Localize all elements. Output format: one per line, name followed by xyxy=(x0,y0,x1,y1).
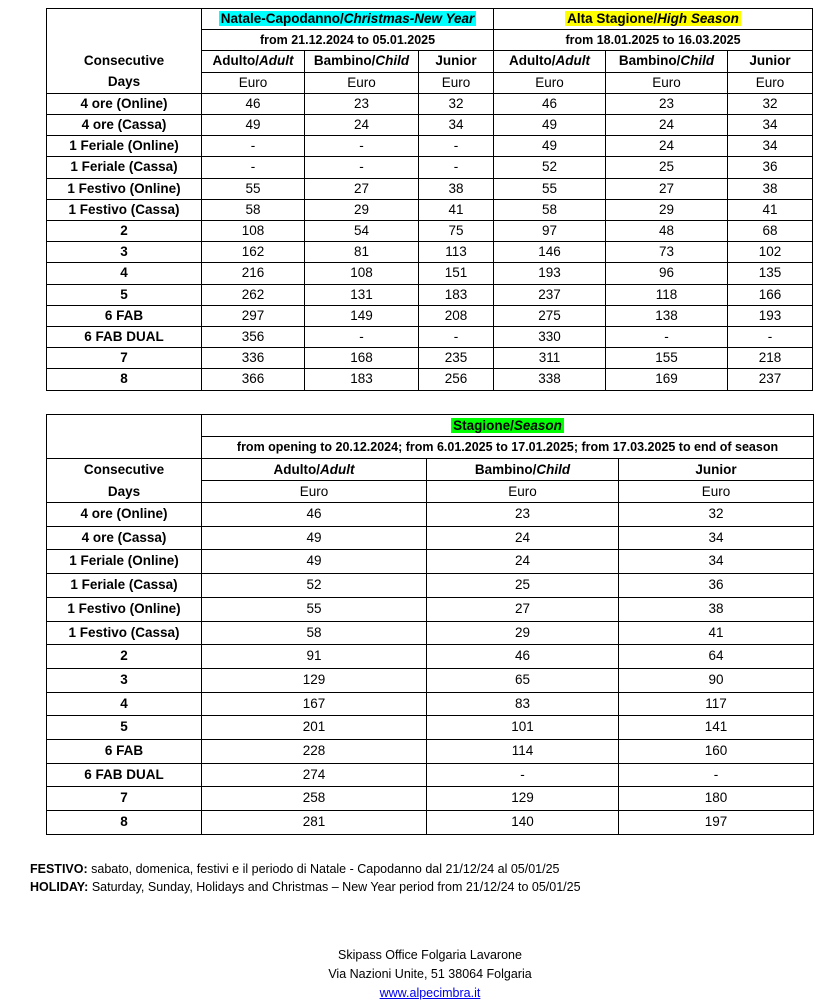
price-cell: 183 xyxy=(305,369,419,390)
table1-body xyxy=(47,93,813,390)
row-header-line1: Consecutive xyxy=(47,459,202,481)
price-cell: 25 xyxy=(606,157,728,178)
price-cell: - xyxy=(305,157,419,178)
price-cell: 218 xyxy=(728,348,813,369)
price-cell: 48 xyxy=(606,221,728,242)
price-cell: 183 xyxy=(419,284,494,305)
column-header-child: Bambino/Child xyxy=(606,51,728,72)
price-cell: 108 xyxy=(305,263,419,284)
row-label: 2 xyxy=(47,645,202,669)
column-header-adult: Adulto/Adult xyxy=(494,51,606,72)
price-cell: 46 xyxy=(494,93,606,114)
price-cell: - xyxy=(419,136,494,157)
price-cell: 97 xyxy=(494,221,606,242)
row-label: 5 xyxy=(47,716,202,740)
table-row xyxy=(47,305,813,326)
price-cell: 235 xyxy=(419,348,494,369)
price-cell: 151 xyxy=(419,263,494,284)
price-cell: 49 xyxy=(202,550,427,574)
price-cell: 32 xyxy=(419,93,494,114)
price-cell: - xyxy=(419,327,494,348)
row-label: 4 xyxy=(47,263,202,284)
price-cell: - xyxy=(728,327,813,348)
row-label: 1 Festivo (Cassa) xyxy=(47,199,202,220)
price-cell: 52 xyxy=(202,574,427,598)
price-cell: - xyxy=(606,327,728,348)
price-cell: 197 xyxy=(619,811,814,835)
row-label: 2 xyxy=(47,221,202,242)
price-cell: 160 xyxy=(619,740,814,764)
price-cell: 166 xyxy=(728,284,813,305)
table-row xyxy=(47,550,814,574)
table-dates-row xyxy=(47,437,814,459)
row-header-line1: Consecutive xyxy=(47,51,202,72)
row-label: 6 FAB DUAL xyxy=(47,763,202,787)
price-cell: 258 xyxy=(202,787,427,811)
table-header-row xyxy=(47,415,814,437)
table-row xyxy=(47,740,814,764)
price-cell: 281 xyxy=(202,811,427,835)
price-cell: 118 xyxy=(606,284,728,305)
price-cell: 101 xyxy=(427,716,619,740)
currency-label: Euro xyxy=(202,481,427,503)
price-cell: 36 xyxy=(728,157,813,178)
website-link[interactable]: www.alpecimbra.it xyxy=(379,986,481,1000)
price-cell: 216 xyxy=(202,263,305,284)
row-header-line2: Days xyxy=(47,481,202,503)
price-cell: 49 xyxy=(494,115,606,136)
price-cell: 24 xyxy=(427,550,619,574)
notes xyxy=(30,860,581,896)
price-cell: 73 xyxy=(606,242,728,263)
table-row xyxy=(47,369,813,390)
price-cell: 32 xyxy=(619,503,814,527)
price-cell: 113 xyxy=(419,242,494,263)
price-cell: - xyxy=(202,157,305,178)
price-cell: 108 xyxy=(202,221,305,242)
column-header-junior: Junior xyxy=(419,51,494,72)
currency-label: Euro xyxy=(494,72,606,93)
price-cell: 25 xyxy=(427,574,619,598)
price-cell: 275 xyxy=(494,305,606,326)
row-label: 4 ore (Cassa) xyxy=(47,526,202,550)
column-header-child: Bambino/Child xyxy=(427,459,619,481)
table-row xyxy=(47,692,814,716)
price-cell: 336 xyxy=(202,348,305,369)
row-label: 1 Feriale (Cassa) xyxy=(47,157,202,178)
price-cell: 256 xyxy=(419,369,494,390)
christmas-period-title: Natale-Capodanno/Christmas-New Year xyxy=(202,9,494,30)
table-currency-row xyxy=(47,72,813,93)
price-cell: - xyxy=(619,763,814,787)
price-cell: 356 xyxy=(202,327,305,348)
table-row xyxy=(47,93,813,114)
price-cell: 228 xyxy=(202,740,427,764)
price-cell: 34 xyxy=(728,136,813,157)
price-cell: 29 xyxy=(305,199,419,220)
table-columns-row xyxy=(47,51,813,72)
price-cell: 34 xyxy=(728,115,813,136)
table-row xyxy=(47,811,814,835)
price-cell: 330 xyxy=(494,327,606,348)
price-cell: 55 xyxy=(202,178,305,199)
price-cell: 41 xyxy=(619,621,814,645)
row-label: 7 xyxy=(47,787,202,811)
price-cell: 274 xyxy=(202,763,427,787)
price-cell: 64 xyxy=(619,645,814,669)
table-row xyxy=(47,621,814,645)
price-cell: 58 xyxy=(494,199,606,220)
table-row xyxy=(47,242,813,263)
column-header-adult: Adulto/Adult xyxy=(202,459,427,481)
price-cell: 29 xyxy=(427,621,619,645)
price-cell: 129 xyxy=(427,787,619,811)
price-cell: 129 xyxy=(202,668,427,692)
price-cell: 81 xyxy=(305,242,419,263)
price-cell: 23 xyxy=(427,503,619,527)
table-row xyxy=(47,597,814,621)
price-cell: 201 xyxy=(202,716,427,740)
price-cell: 27 xyxy=(606,178,728,199)
price-cell: 135 xyxy=(728,263,813,284)
row-label: 4 xyxy=(47,692,202,716)
table-row xyxy=(47,526,814,550)
price-cell: 24 xyxy=(427,526,619,550)
price-cell: 34 xyxy=(619,526,814,550)
price-cell: 34 xyxy=(619,550,814,574)
price-cell: 193 xyxy=(494,263,606,284)
row-label: 6 FAB DUAL xyxy=(47,327,202,348)
price-cell: - xyxy=(419,157,494,178)
price-cell: 32 xyxy=(728,93,813,114)
table-row xyxy=(47,574,814,598)
price-cell: 46 xyxy=(202,93,305,114)
price-cell: 262 xyxy=(202,284,305,305)
price-cell: 49 xyxy=(494,136,606,157)
price-cell: 49 xyxy=(202,526,427,550)
table-row xyxy=(47,645,814,669)
currency-label: Euro xyxy=(305,72,419,93)
price-cell: 114 xyxy=(427,740,619,764)
high-season-period-title: Alta Stagione/High Season xyxy=(494,9,813,30)
table-row xyxy=(47,503,814,527)
table-row xyxy=(47,263,813,284)
price-cell: 75 xyxy=(419,221,494,242)
price-cell: 102 xyxy=(728,242,813,263)
table-columns-row xyxy=(47,459,814,481)
price-cell: 24 xyxy=(305,115,419,136)
price-cell: 90 xyxy=(619,668,814,692)
row-label: 6 FAB xyxy=(47,740,202,764)
price-cell: 27 xyxy=(305,178,419,199)
row-label: 3 xyxy=(47,242,202,263)
price-cell: 68 xyxy=(728,221,813,242)
row-label: 1 Festivo (Online) xyxy=(47,178,202,199)
table-row xyxy=(47,348,813,369)
table-header-row xyxy=(47,9,813,30)
table-row xyxy=(47,178,813,199)
row-label: 4 ore (Online) xyxy=(47,503,202,527)
price-cell: 38 xyxy=(619,597,814,621)
price-cell: 52 xyxy=(494,157,606,178)
price-cell: 55 xyxy=(494,178,606,199)
table-row xyxy=(47,115,813,136)
price-cell: - xyxy=(305,136,419,157)
price-cell: - xyxy=(427,763,619,787)
price-cell: 34 xyxy=(419,115,494,136)
row-label: 3 xyxy=(47,668,202,692)
price-cell: 23 xyxy=(305,93,419,114)
price-cell: 131 xyxy=(305,284,419,305)
price-cell: 55 xyxy=(202,597,427,621)
column-header-junior: Junior xyxy=(619,459,814,481)
table-row xyxy=(47,199,813,220)
price-cell: 366 xyxy=(202,369,305,390)
footer xyxy=(0,946,816,1003)
price-cell: 41 xyxy=(728,199,813,220)
table2-body xyxy=(47,503,814,835)
price-cell: 36 xyxy=(619,574,814,598)
row-label: 8 xyxy=(47,369,202,390)
table-row xyxy=(47,136,813,157)
office-address: Via Nazioni Unite, 51 38064 Folgaria xyxy=(328,967,532,981)
table-row xyxy=(47,327,813,348)
price-cell: 297 xyxy=(202,305,305,326)
price-cell: 54 xyxy=(305,221,419,242)
price-cell: 23 xyxy=(606,93,728,114)
table-row xyxy=(47,763,814,787)
table-row xyxy=(47,157,813,178)
row-label: 1 Festivo (Online) xyxy=(47,597,202,621)
price-cell: 168 xyxy=(305,348,419,369)
price-cell: 38 xyxy=(419,178,494,199)
row-header-line2: Days xyxy=(47,72,202,93)
row-label: 1 Feriale (Online) xyxy=(47,550,202,574)
high-season-period-dates: from 18.01.2025 to 16.03.2025 xyxy=(494,30,813,51)
price-cell: 311 xyxy=(494,348,606,369)
table-row xyxy=(47,787,814,811)
price-cell: 193 xyxy=(728,305,813,326)
price-cell: 237 xyxy=(728,369,813,390)
row-label: 8 xyxy=(47,811,202,835)
row-label: 5 xyxy=(47,284,202,305)
price-cell: 338 xyxy=(494,369,606,390)
note-holiday: HOLIDAY: Saturday, Sunday, Holidays and Christmas – New Year period from 21/12/24 to 05/01/25 xyxy=(30,880,581,894)
season-dates: from opening to 20.12.2024; from 6.01.2025 to 17.01.2025; from 17.03.2025 to end of season xyxy=(202,437,814,459)
table-dates-row xyxy=(47,30,813,51)
price-cell: 46 xyxy=(202,503,427,527)
price-cell: 24 xyxy=(606,136,728,157)
price-cell: 24 xyxy=(606,115,728,136)
price-cell: 117 xyxy=(619,692,814,716)
table-row xyxy=(47,284,813,305)
price-cell: 65 xyxy=(427,668,619,692)
row-label: 1 Festivo (Cassa) xyxy=(47,621,202,645)
row-label: 4 ore (Online) xyxy=(47,93,202,114)
currency-label: Euro xyxy=(619,481,814,503)
row-label: 7 xyxy=(47,348,202,369)
price-cell: 91 xyxy=(202,645,427,669)
table-row xyxy=(47,668,814,692)
office-name: Skipass Office Folgaria Lavarone xyxy=(338,948,522,962)
price-cell: 46 xyxy=(427,645,619,669)
note-festivo: FESTIVO: sabato, domenica, festivi e il periodo di Natale - Capodanno dal 21/12/24 al 05/01/25 xyxy=(30,862,560,876)
price-cell: 146 xyxy=(494,242,606,263)
row-label: 1 Feriale (Cassa) xyxy=(47,574,202,598)
price-cell: - xyxy=(305,327,419,348)
table-row xyxy=(47,716,814,740)
currency-label: Euro xyxy=(202,72,305,93)
row-label: 1 Feriale (Online) xyxy=(47,136,202,157)
price-cell: 29 xyxy=(606,199,728,220)
price-cell: 58 xyxy=(202,621,427,645)
price-cell: 167 xyxy=(202,692,427,716)
row-label: 6 FAB xyxy=(47,305,202,326)
price-cell: 27 xyxy=(427,597,619,621)
price-cell: 49 xyxy=(202,115,305,136)
price-cell: 83 xyxy=(427,692,619,716)
row-label: 4 ore (Cassa) xyxy=(47,115,202,136)
price-cell: 140 xyxy=(427,811,619,835)
price-cell: 149 xyxy=(305,305,419,326)
price-cell: 58 xyxy=(202,199,305,220)
price-cell: 237 xyxy=(494,284,606,305)
table-currency-row xyxy=(47,481,814,503)
price-cell: - xyxy=(202,136,305,157)
currency-label: Euro xyxy=(728,72,813,93)
column-header-junior: Junior xyxy=(728,51,813,72)
price-table-season xyxy=(46,414,814,835)
price-cell: 41 xyxy=(419,199,494,220)
price-cell: 141 xyxy=(619,716,814,740)
season-title: Stagione/Season xyxy=(202,415,814,437)
price-cell: 38 xyxy=(728,178,813,199)
currency-label: Euro xyxy=(427,481,619,503)
price-cell: 180 xyxy=(619,787,814,811)
price-cell: 208 xyxy=(419,305,494,326)
currency-label: Euro xyxy=(606,72,728,93)
price-cell: 169 xyxy=(606,369,728,390)
column-header-adult: Adulto/Adult xyxy=(202,51,305,72)
column-header-child: Bambino/Child xyxy=(305,51,419,72)
price-cell: 162 xyxy=(202,242,305,263)
price-cell: 96 xyxy=(606,263,728,284)
currency-label: Euro xyxy=(419,72,494,93)
price-cell: 155 xyxy=(606,348,728,369)
price-table-christmas-high-season xyxy=(46,8,813,391)
price-cell: 138 xyxy=(606,305,728,326)
christmas-period-dates: from 21.12.2024 to 05.01.2025 xyxy=(202,30,494,51)
table-row xyxy=(47,221,813,242)
